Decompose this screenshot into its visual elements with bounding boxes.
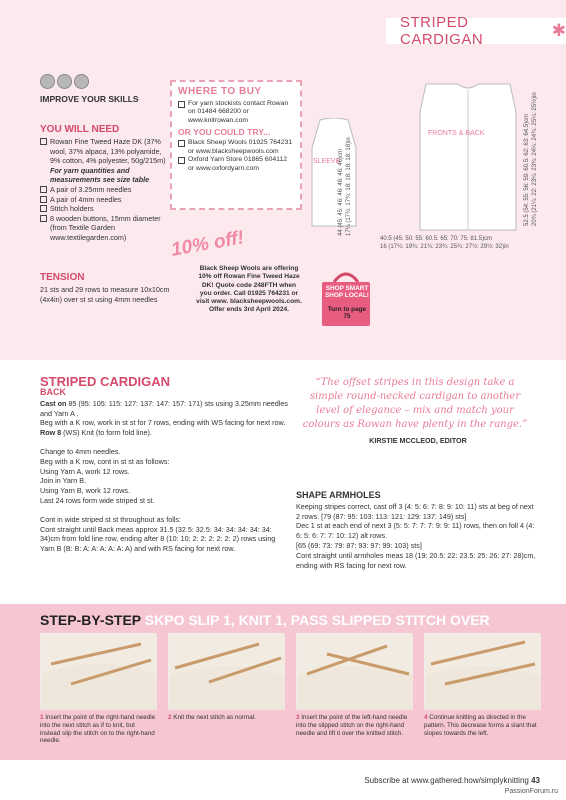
length-measure: 52.5 (54: 55: 56: 59: 60.5: 62: 63: 64.5)cm — [524, 113, 530, 226]
footer — [364, 776, 540, 785]
paragraph: Beg with a K row, work in st st for 7 rows, ending with WS facing for next row. — [40, 418, 286, 428]
alt-heading: OR YOU COULD TRY... — [178, 127, 271, 138]
checkbox-icon — [40, 138, 47, 145]
paragraph: Keeping stripes correct, cast off 3 (4: 5: 6: 7: 8: 9: 10: 11) sts at beg of next 2 rows. [79 (87: 95: 103: 113: 121: 129: 137: 149) sts] — [296, 501, 534, 521]
paragraph: Cont in wide striped st st throughout as folls: — [40, 514, 182, 524]
step-photo-2 — [168, 633, 284, 709]
sleeve-measure: 44 (45: 45: 46: 46: 46: 46: 46)cm — [338, 148, 344, 236]
editor-quote: “The offset stripes in this design take a simple round-necked cardigan to another level of elegance – mix and match your colours as Rowan have plenty in the range.” — [302, 377, 528, 430]
stockist-item: Black Sheep Wools 01925 764231 or www.blacksheepwools.com — [178, 139, 294, 156]
fronts-back-schematic — [418, 82, 518, 232]
checkbox-icon — [178, 140, 185, 147]
step-by-step-heading: STEP-BY-STEP SKPO SLIP 1, KNIT 1, PASS SLIPPED STITCH OVER — [40, 612, 490, 628]
paragraph: Dec 1 st at each end of next 3 (5: 5: 7: 7: 7: 9: 9: 11) rows, then on foll 4 (4: 6: 5: 6: 7: 7: 10: 12) alt rows. — [296, 521, 535, 541]
list-item: A pair of 4mm needles — [40, 195, 168, 205]
where-to-buy-box — [170, 80, 302, 210]
step-photo-3 — [296, 633, 412, 709]
stockist-item: For yarn stockists contact Rowan on 01484 668200 or www.knitrowan.com — [178, 100, 294, 126]
tension-heading: TENSION — [40, 272, 85, 283]
yarn-ball-icon — [40, 74, 55, 89]
discount-burst: 10% off! — [169, 227, 246, 261]
paragraph: Last 24 rows form wide striped st st. — [40, 495, 155, 505]
step-photo-1 — [40, 633, 156, 709]
you-will-need-heading: YOU WILL NEED — [40, 124, 120, 135]
watermark: PassionForum.ru — [504, 788, 558, 795]
checkbox-icon — [178, 157, 185, 164]
list-item: 8 wooden buttons, 15mm diameter (from Textile Garden www.textilegarden.com) — [40, 214, 168, 243]
knitting-photo-icon — [297, 634, 413, 710]
step-caption-3: 3 Insert the point of the left-hand needle into the slipped stitch on the right-hand needle and lift it over the knitted stitch. — [296, 714, 408, 737]
sleeve-schematic — [306, 118, 362, 228]
section-heading: STRIPED CARDIGAN — [40, 374, 171, 389]
list-item: Rowan Fine Tweed Haze DK (37% wool, 37% alpaca, 13% polyamide, 9% cotton, 4% polyester, 50g/215m) — [40, 137, 168, 166]
yarn-balls-icon — [40, 74, 89, 89]
paragraph: Cont straight until armholes meas 18 (19: 20.5: 22: 23.5: 25: 26: 27: 28)cm, ending with RS facing for next row. — [296, 550, 536, 570]
checkbox-icon — [40, 196, 47, 203]
quote-attribution: KIRSTIE MCCLEOD, EDITOR — [369, 436, 467, 445]
step-caption-1: 1 Insert the point of the right-hand needle into the next stitch as if to knit, but instead slip the stitch on to the right-hand needle. — [40, 714, 156, 745]
yarn-ball-icon — [57, 74, 72, 89]
width-measure-in: 16 (17¾: 19¾: 21¾: 23¾: 25¾: 27½: 29½: 32)in — [380, 244, 509, 250]
paragraph: Change to 4mm needles. — [40, 446, 121, 456]
paragraph: Cast on 85 (95: 105: 115: 127: 137: 147: 157: 171) sts using 3.25mm needles and Yarn A . — [40, 398, 288, 418]
list-item: A pair of 3.25mm needles — [40, 185, 168, 195]
bag-turn-label: Turn to page 75 — [327, 306, 367, 320]
bag-label: SHOP SMART SHOP LOCAL! — [325, 285, 369, 300]
shape-armholes-section — [296, 491, 536, 570]
fronts-back-label: FRONTS & BACK — [428, 130, 485, 137]
page-number: 43 — [531, 776, 540, 785]
yarn-ball-icon — [74, 74, 89, 89]
paragraph: Using Yarn A, work 12 rows. — [40, 466, 130, 476]
step-caption-2: 2 Knit the next stitch as normal. — [168, 714, 256, 721]
checkbox-icon — [178, 101, 185, 108]
paragraph: Row 8 (WS) Knit (to form fold line). — [40, 428, 152, 438]
paragraph: [65 (69: 73: 79: 87: 93: 97: 99: 103) sts] — [296, 540, 422, 550]
length-measure-in: 20¾ (21¼: 22: 23¼: 23¾: 24¼: 24¾: 25¼: 25½)in — [532, 92, 538, 226]
stockist-item: Oxford Yarn Store 01865 604112 or www.oxfordyarn.com — [178, 156, 294, 173]
width-measure: 40.5 (45: 50: 55: 60.5: 65: 70: 75: 81.5)cm — [380, 236, 493, 242]
list-note: For yarn quantities and measurements see size table — [50, 165, 150, 185]
section-heading: SHAPE ARMHOLES — [296, 490, 381, 500]
offer-text: Black Sheep Wools are offering 10% off Rowan Fine Tweed Haze DK! Quote code 248FTH when you order. Call 01925 764231 or visit www. blacksheepwools.com. Offer ends 3rd April 2024. — [196, 265, 302, 314]
tension-text: 21 sts and 29 rows to measure 10x10cm (4x4in) over st st using 4mm needles — [40, 285, 170, 304]
subscribe-link[interactable]: Subscribe at www.gathered.how/simplyknitting — [364, 776, 529, 785]
knitting-photo-icon — [169, 634, 285, 710]
star-icon: ✱ — [551, 21, 566, 40]
step-photo-4 — [424, 633, 540, 709]
back-section — [40, 375, 290, 554]
sleeve-measure-in: 17¼ (17¾: 17¾: 18: 18: 18: 18: 18)in — [346, 137, 352, 236]
paragraph: Cont straight until Back meas approx 31.5 (32.5: 32.5: 34: 34: 34: 34: 34: 34)cm from fold line row, ending after 8 (10: 10: 2: 2: 2: 2: 2: 2) rows using Yarn B (B: B: A: A: A: A: A: A) and with RS facing for next row. — [40, 524, 276, 554]
knitting-photo-icon — [425, 634, 541, 710]
paragraph: Beg with a K row, cont in st st as follows: — [40, 456, 170, 466]
paragraph: Join in Yarn B. — [40, 476, 87, 486]
step-caption-4: 4 Continue knitting as directed in the pattern. This decrease forms a slant that slopes towards the left. — [424, 714, 537, 737]
list-item: Stitch holders — [40, 204, 168, 214]
checkbox-icon — [40, 215, 47, 222]
checkbox-icon — [40, 186, 47, 193]
skill-level: IMPROVE YOUR SKILLS — [40, 94, 139, 104]
section-subheading: BACK — [40, 387, 66, 397]
you-will-need-list — [40, 137, 168, 243]
page-title: STRIPED CARDIGAN — [400, 14, 484, 48]
sleeve-label: SLEEVE — [313, 158, 341, 165]
checkbox-icon — [40, 205, 47, 212]
paragraph: Using Yarn B, work 12 rows. — [40, 486, 131, 496]
knitting-photo-icon — [41, 634, 157, 710]
where-to-buy-heading: WHERE TO BUY — [178, 86, 262, 97]
title-tab — [386, 14, 566, 48]
